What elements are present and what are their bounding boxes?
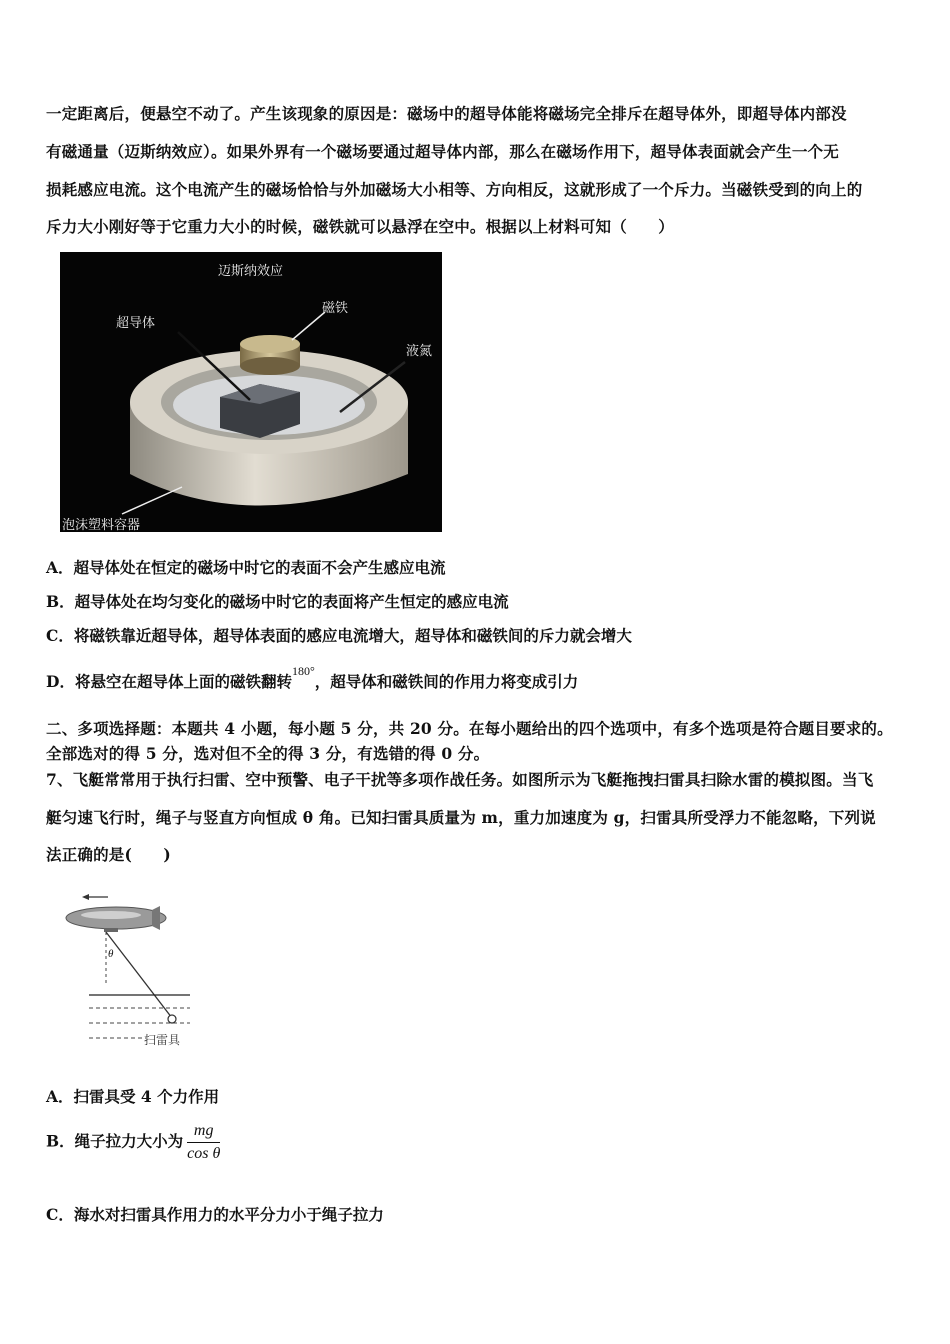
q7-line-3: 法正确的是( ) bbox=[46, 845, 171, 864]
q7-line-1: 7、飞艇常常用于执行扫雷、空中预警、电子干扰等多项作战任务。如图所示为飞艇拖拽扫雷具扫除水雷的模拟图。当飞 bbox=[46, 770, 874, 789]
q6-option-d-text-end: ，超导体和磁铁间的作用力将变成引力 bbox=[314, 672, 579, 691]
tension-fraction bbox=[187, 1122, 220, 1163]
passage-line-3: 损耗感应电流。这个电流产生的磁场恰恰与外加磁场大小相等、方向相反，这就形成了一个斥力。当磁铁受到的向上的 bbox=[46, 180, 863, 199]
meissner-effect-figure bbox=[60, 252, 442, 532]
airship-figure bbox=[56, 888, 206, 1053]
label-liquid-nitrogen: 液氮 bbox=[406, 344, 433, 359]
theta-label: θ bbox=[108, 948, 114, 960]
q6-option-a: A．超导体处在恒定的磁场中时它的表面不会产生感应电流 bbox=[46, 558, 446, 577]
section2-line-2: 全部选对的得 5 分，选对但不全的得 3 分，有选错的得 0 分。 bbox=[46, 744, 490, 763]
label-superconductor: 超导体 bbox=[116, 316, 156, 331]
q7-option-a: A．扫雷具受 4 个力作用 bbox=[46, 1087, 220, 1106]
q7-line-2: 艇匀速飞行时，绳子与竖直方向恒成 θ 角。已知扫雷具质量为 m，重力加速度为 g，扫雷具所受浮力不能忽略，下列说 bbox=[46, 808, 876, 827]
fraction-numerator: mg bbox=[187, 1122, 220, 1143]
passage-line-1: 一定距离后，便悬空不动了。产生该现象的原因是：磁场中的超导体能将磁场完全排斥在超导体外，即超导体内部没 bbox=[46, 104, 847, 123]
section2-line-1: 二、多项选择题：本题共 4 小题，每小题 5 分，共 20 分。在每小题给出的四个选项中，有多个选项是符合题目要求的。 bbox=[46, 719, 893, 738]
passage-line-2: 有磁通量（迈斯纳效应）。如果外界有一个磁场要通过超导体内部，那么在磁场作用下，超导体表面就会产生一个无 bbox=[46, 142, 839, 161]
q6-option-c: C．将磁铁靠近超导体，超导体表面的感应电流增大，超导体和磁铁间的斥力就会增大 bbox=[46, 626, 632, 645]
fraction-denominator: cos θ bbox=[187, 1145, 221, 1162]
passage-line-4: 斥力大小刚好等于它重力大小的时候，磁铁就可以悬浮在空中。根据以上材料可知（ ） bbox=[46, 217, 675, 236]
angle-180: 180° bbox=[291, 664, 315, 678]
q7-option-b-text: B．绳子拉力大小为 bbox=[46, 1131, 184, 1151]
q6-option-d bbox=[46, 664, 579, 692]
q6-option-d-text: D．将悬空在超导体上面的磁铁翻转 bbox=[46, 672, 292, 691]
q7-option-b bbox=[46, 1122, 220, 1163]
q7-option-c: C．海水对扫雷具作用力的水平分力小于绳子拉力 bbox=[46, 1205, 384, 1224]
label-container: 泡沫塑料容器 bbox=[62, 518, 141, 533]
device-label: 扫雷具 bbox=[144, 1033, 181, 1047]
figure-title: 迈斯纳效应 bbox=[218, 264, 284, 279]
label-magnet: 磁铁 bbox=[322, 301, 349, 316]
q6-option-b: B．超导体处在均匀变化的磁场中时它的表面将产生恒定的感应电流 bbox=[46, 592, 509, 611]
